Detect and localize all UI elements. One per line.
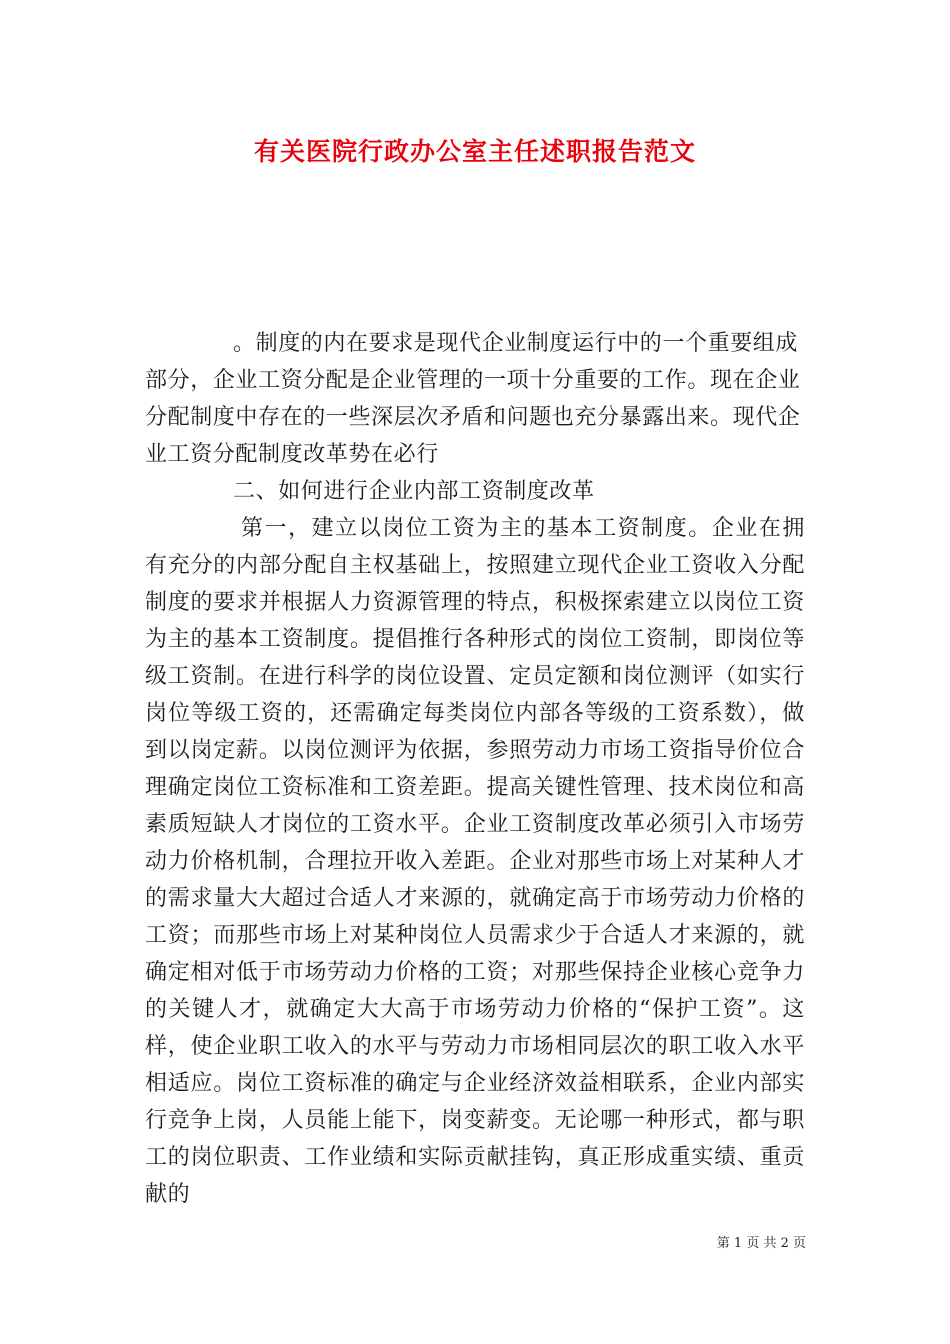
paragraph-first-point: 第一，建立以岗位工资为主的基本工资制度。企业在拥有充分的内部分配自主权基础上，按照建立现代企业工资收入分配制度的要求并根据人力资源管理的特点，积极探索建立以岗位工资为主的基本工资制度。提倡推行各种形式的岗位工资制，即岗位等级工资制。在进行科学的岗位设置、定员定额和岗位测评（如实行岗位等级工资的，还需确定每类岗位内部各等级的工资系数），做到以岗定薪。以岗位测评为依据，参照劳动力市场工资指导价位合理确定岗位工资标准和工资差距。提高关键性管理、技术岗位和高素质短缺人才岗位的工资水平。企业工资制度改革必须引入市场劳动力价格机制，合理拉开收入差距。企业对那些市场上对某种人才的需求量大大超过合适人才来源的，就确定高于市场劳动力价格的工资；而那些市场上对某种岗位人员需求少于合适人才来源的，就确定相对低于市场劳动力价格的工资；对那些保持企业核心竞争力的关键人才，就确定大大高于市场劳动力价格的“保护工资”。这样，使企业职工收入的水平与劳动力市场相同层次的职工收入水平相适应。岗位工资标准的确定与企业经济效益相联系，企业内部实行竞争上岗，人员能上能下，岗变薪变。无论哪一种形式，都与职工的岗位职责、工作业绩和实际贡献挂钩，真正形成重实绩、重贡献的 — [145, 516, 805, 1207]
page-number-footer: 第 1 页 共 2 页 — [716, 1236, 806, 1251]
document-body — [145, 325, 805, 1213]
paragraph-intro: 。制度的内在要求是现代企业制度运行中的一个重要组成部分，企业工资分配是企业管理的一项十分重要的工作。现在企业分配制度中存在的一些深层次矛盾和问题也充分暴露出来。现代企业工资分配制度改革势在必行 — [145, 331, 801, 467]
section-heading: 二、如何进行企业内部工资制度改革 — [233, 479, 595, 504]
document-title: 有关医院行政办公室主任述职报告范文 — [253, 137, 696, 166]
